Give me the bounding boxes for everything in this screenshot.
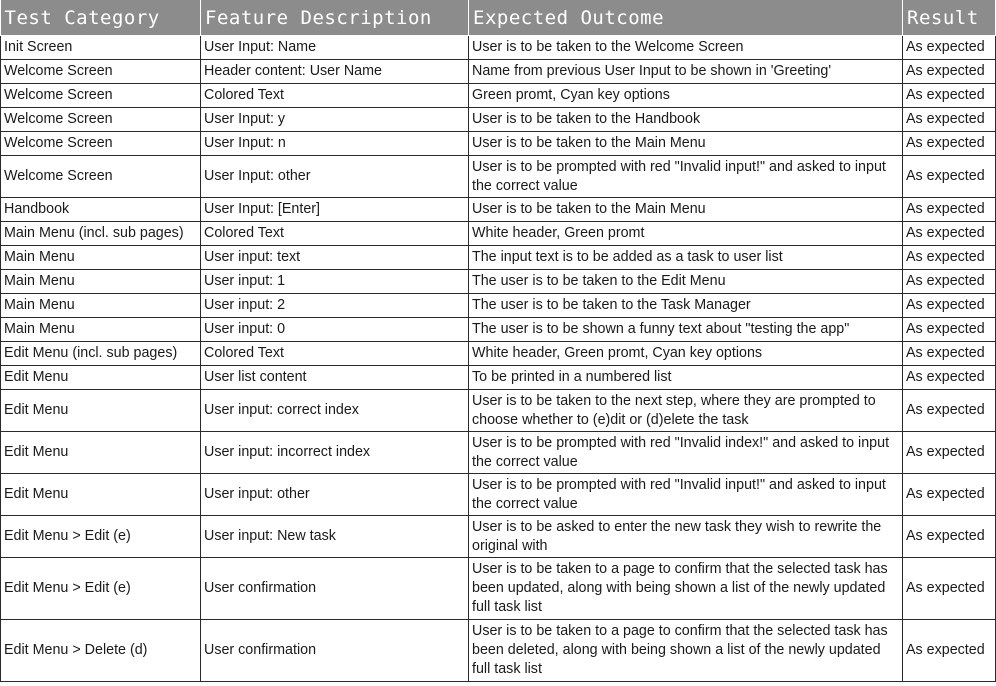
cell-result: As expected <box>903 222 996 246</box>
cell-result: As expected <box>903 390 996 432</box>
cell-test-category: Main Menu <box>1 318 201 342</box>
cell-test-category: Edit Menu <box>1 432 201 474</box>
cell-result: As expected <box>903 156 996 198</box>
cell-feature-description: User Input: [Enter] <box>201 198 469 222</box>
cell-feature-description: User input: correct index <box>201 390 469 432</box>
cell-result: As expected <box>903 318 996 342</box>
cell-feature-description: User input: 0 <box>201 318 469 342</box>
cell-test-category: Welcome Screen <box>1 60 201 84</box>
cell-expected-outcome: The user is to be taken to the Task Manager <box>469 294 903 318</box>
table-row <box>1 36 996 60</box>
cell-feature-description: Colored Text <box>201 222 469 246</box>
cell-result: As expected <box>903 84 996 108</box>
cell-expected-outcome: User is to be taken to a page to confirm that the selected task has been updated, along with being shown a list of the newly updated full task list <box>469 558 903 620</box>
cell-test-category: Welcome Screen <box>1 108 201 132</box>
cell-feature-description: User input: 1 <box>201 270 469 294</box>
cell-test-category: Init Screen <box>1 36 201 60</box>
cell-expected-outcome: User is to be taken to the next step, where they are prompted to choose whether to (e)dit or (d)elete the task <box>469 390 903 432</box>
cell-expected-outcome: User is to be taken to the Welcome Screen <box>469 36 903 60</box>
cell-result: As expected <box>903 108 996 132</box>
table-row <box>1 558 996 620</box>
cell-test-category: Main Menu <box>1 294 201 318</box>
table-row <box>1 390 996 432</box>
cell-test-category: Welcome Screen <box>1 156 201 198</box>
cell-test-category: Main Menu <box>1 246 201 270</box>
cell-test-category: Edit Menu > Delete (d) <box>1 620 201 682</box>
cell-test-category: Welcome Screen <box>1 132 201 156</box>
cell-expected-outcome: Name from previous User Input to be shown in 'Greeting' <box>469 60 903 84</box>
table-body <box>1 36 996 682</box>
cell-test-category: Main Menu <box>1 270 201 294</box>
header-result: Result <box>903 0 996 36</box>
header-test-category: Test Category <box>1 0 201 36</box>
cell-test-category: Main Menu (incl. sub pages) <box>1 222 201 246</box>
cell-expected-outcome: User is to be prompted with red "Invalid input!" and asked to input the correct value <box>469 156 903 198</box>
cell-expected-outcome: User is to be taken to the Handbook <box>469 108 903 132</box>
cell-expected-outcome: User is to be taken to the Main Menu <box>469 132 903 156</box>
cell-feature-description: User confirmation <box>201 620 469 682</box>
table-row <box>1 132 996 156</box>
cell-expected-outcome: User is to be taken to the Main Menu <box>469 198 903 222</box>
cell-test-category: Edit Menu <box>1 366 201 390</box>
cell-feature-description: User input: text <box>201 246 469 270</box>
cell-expected-outcome: To be printed in a numbered list <box>469 366 903 390</box>
table-row <box>1 270 996 294</box>
cell-feature-description: User Input: Name <box>201 36 469 60</box>
cell-result: As expected <box>903 366 996 390</box>
cell-result: As expected <box>903 342 996 366</box>
cell-feature-description: User list content <box>201 366 469 390</box>
table-row <box>1 474 996 516</box>
table-row <box>1 84 996 108</box>
cell-result: As expected <box>903 620 996 682</box>
header-feature-description: Feature Description <box>201 0 469 36</box>
cell-feature-description: User input: incorrect index <box>201 432 469 474</box>
table-row <box>1 198 996 222</box>
cell-result: As expected <box>903 246 996 270</box>
table-row <box>1 318 996 342</box>
cell-expected-outcome: User is to be prompted with red "Invalid index!" and asked to input the correct value <box>469 432 903 474</box>
cell-expected-outcome: White header, Green promt, Cyan key options <box>469 342 903 366</box>
cell-result: As expected <box>903 60 996 84</box>
cell-test-category: Welcome Screen <box>1 84 201 108</box>
header-expected-outcome: Expected Outcome <box>469 0 903 36</box>
cell-expected-outcome: White header, Green promt <box>469 222 903 246</box>
cell-test-category: Edit Menu (incl. sub pages) <box>1 342 201 366</box>
cell-expected-outcome: User is to be prompted with red "Invalid input!" and asked to input the correct value <box>469 474 903 516</box>
table-row <box>1 516 996 558</box>
table-row <box>1 60 996 84</box>
cell-result: As expected <box>903 198 996 222</box>
cell-feature-description: User input: other <box>201 474 469 516</box>
cell-feature-description: Colored Text <box>201 84 469 108</box>
cell-test-category: Edit Menu <box>1 474 201 516</box>
cell-feature-description: User input: New task <box>201 516 469 558</box>
table-row <box>1 620 996 682</box>
cell-result: As expected <box>903 432 996 474</box>
table-row <box>1 366 996 390</box>
cell-feature-description: User confirmation <box>201 558 469 620</box>
cell-test-category: Edit Menu > Edit (e) <box>1 516 201 558</box>
cell-feature-description: User input: 2 <box>201 294 469 318</box>
cell-expected-outcome: The input text is to be added as a task to user list <box>469 246 903 270</box>
cell-feature-description: Colored Text <box>201 342 469 366</box>
cell-feature-description: User Input: n <box>201 132 469 156</box>
cell-result: As expected <box>903 132 996 156</box>
cell-result: As expected <box>903 270 996 294</box>
cell-expected-outcome: User is to be asked to enter the new task they wish to rewrite the original with <box>469 516 903 558</box>
table-header-row <box>1 0 996 36</box>
cell-expected-outcome: User is to be taken to a page to confirm that the selected task has been deleted, along with being shown a list of the newly updated full task list <box>469 620 903 682</box>
table-row <box>1 156 996 198</box>
cell-test-category: Edit Menu <box>1 390 201 432</box>
table-row <box>1 432 996 474</box>
cell-test-category: Handbook <box>1 198 201 222</box>
cell-result: As expected <box>903 558 996 620</box>
cell-feature-description: User Input: y <box>201 108 469 132</box>
cell-expected-outcome: The user is to be shown a funny text about "testing the app" <box>469 318 903 342</box>
cell-result: As expected <box>903 516 996 558</box>
table-row <box>1 294 996 318</box>
cell-feature-description: Header content: User Name <box>201 60 469 84</box>
cell-expected-outcome: The user is to be taken to the Edit Menu <box>469 270 903 294</box>
table-row <box>1 342 996 366</box>
table-row <box>1 222 996 246</box>
cell-expected-outcome: Green promt, Cyan key options <box>469 84 903 108</box>
cell-result: As expected <box>903 36 996 60</box>
cell-result: As expected <box>903 294 996 318</box>
table-row <box>1 108 996 132</box>
cell-feature-description: User Input: other <box>201 156 469 198</box>
cell-result: As expected <box>903 474 996 516</box>
table-row <box>1 246 996 270</box>
cell-test-category: Edit Menu > Edit (e) <box>1 558 201 620</box>
